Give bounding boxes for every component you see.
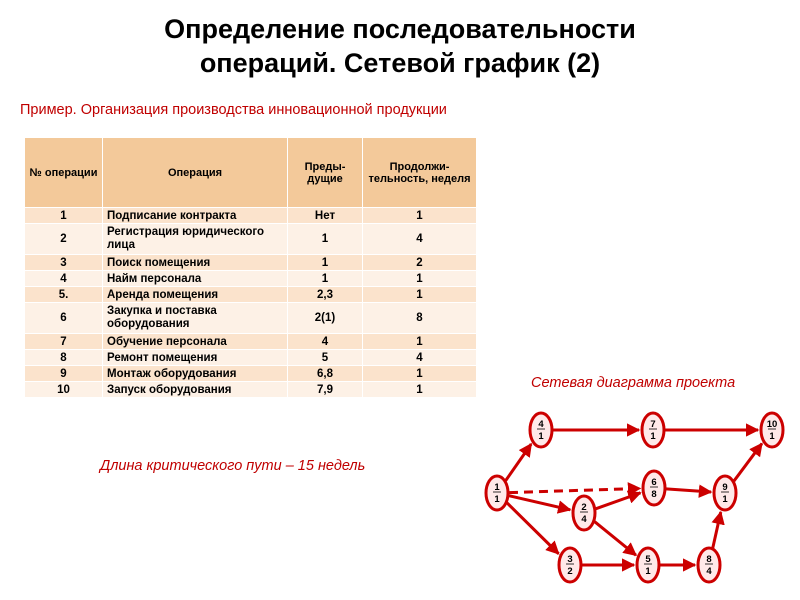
edge-1-2 — [509, 496, 570, 510]
title-line-2: операций. Сетевой график (2) — [199, 48, 601, 78]
diagram-caption: Сетевая диаграмма проекта — [531, 375, 736, 391]
cell-predecessors: 2,3 — [288, 287, 363, 303]
cell-predecessors: 7,9 — [288, 382, 363, 398]
critical-path-length: Длина критического пути – 15 недель — [100, 458, 366, 474]
cell-operation: Монтаж оборудования — [103, 366, 288, 382]
header-operation-number: № операции — [25, 138, 103, 208]
node-duration: 2 — [567, 566, 573, 577]
edge-1-3 — [507, 503, 559, 554]
cell-operation: Закупка и поставка оборудования — [103, 303, 288, 334]
node-event-number: 1 — [494, 482, 500, 493]
cell-predecessors: 1 — [288, 224, 363, 255]
node-5 — [637, 548, 659, 582]
cell-number: 3 — [25, 255, 103, 271]
cell-operation: Ремонт помещения — [103, 350, 288, 366]
cell-duration: 1 — [363, 287, 477, 303]
node-event-number: 5 — [645, 554, 651, 565]
cell-number: 4 — [25, 271, 103, 287]
title-line-1: Определение последовательности — [164, 14, 636, 44]
node-8 — [698, 548, 720, 582]
header-operation: Операция — [103, 138, 288, 208]
header-duration: Продолжи-тельность, неделя — [363, 138, 477, 208]
cell-duration: 2 — [363, 255, 477, 271]
cell-predecessors: 1 — [288, 271, 363, 287]
diagram-nodes — [486, 413, 783, 582]
cell-predecessors: 5 — [288, 350, 363, 366]
node-4 — [530, 413, 552, 447]
cell-number: 9 — [25, 366, 103, 382]
cell-number: 2 — [25, 224, 103, 255]
cell-number: 1 — [25, 208, 103, 224]
node-duration: 8 — [651, 489, 657, 500]
node-2 — [573, 496, 595, 530]
cell-operation: Аренда помещения — [103, 287, 288, 303]
edge-1-6-dummy — [509, 488, 640, 492]
cell-duration: 1 — [363, 366, 477, 382]
cell-predecessors: Нет — [288, 208, 363, 224]
cell-number: 7 — [25, 334, 103, 350]
cell-operation: Регистрация юридического лица — [103, 224, 288, 255]
node-event-number: 2 — [581, 502, 587, 513]
node-event-number: 3 — [567, 554, 573, 565]
node-event-number: 9 — [722, 482, 728, 493]
node-duration: 1 — [538, 431, 544, 442]
cell-predecessors: 2(1) — [288, 303, 363, 334]
edge-1-4 — [506, 444, 532, 481]
cell-operation: Запуск оборудования — [103, 382, 288, 398]
node-duration: 4 — [706, 566, 712, 577]
cell-number: 5. — [25, 287, 103, 303]
node-duration: 4 — [581, 514, 587, 525]
node-event-number: 10 — [766, 419, 778, 430]
cell-operation: Подписание контракта — [103, 208, 288, 224]
cell-operation: Найм персонала — [103, 271, 288, 287]
cell-predecessors: 4 — [288, 334, 363, 350]
node-duration: 1 — [494, 494, 500, 505]
edge-8-9 — [713, 512, 721, 548]
node-event-number: 4 — [538, 419, 544, 430]
node-3 — [559, 548, 581, 582]
node-duration: 1 — [722, 494, 728, 505]
header-predecessors: Преды-дущие — [288, 138, 363, 208]
cell-operation: Обучение персонала — [103, 334, 288, 350]
cell-number: 10 — [25, 382, 103, 398]
node-6 — [643, 471, 665, 505]
node-10 — [761, 413, 783, 447]
edge-2-6 — [596, 493, 641, 509]
cell-duration: 4 — [363, 350, 477, 366]
cell-number: 8 — [25, 350, 103, 366]
edge-2-5 — [595, 522, 636, 556]
edge-9-10 — [734, 444, 762, 482]
cell-operation: Поиск помещения — [103, 255, 288, 271]
cell-predecessors: 1 — [288, 255, 363, 271]
node-event-number: 8 — [706, 554, 712, 565]
example-subtitle: Пример. Организация производства инновационной продукции — [20, 102, 447, 118]
cell-number: 6 — [25, 303, 103, 334]
cell-duration: 1 — [363, 334, 477, 350]
node-duration: 1 — [645, 566, 651, 577]
cell-duration: 1 — [363, 271, 477, 287]
node-duration: 1 — [650, 431, 656, 442]
node-duration: 1 — [769, 431, 775, 442]
edge-6-9 — [666, 489, 711, 492]
node-1 — [486, 476, 508, 510]
node-event-number: 7 — [650, 419, 656, 430]
node-9 — [714, 476, 736, 510]
cell-duration: 1 — [363, 382, 477, 398]
cell-duration: 1 — [363, 208, 477, 224]
node-event-number: 6 — [651, 477, 657, 488]
cell-duration: 4 — [363, 224, 477, 255]
cell-predecessors: 6,8 — [288, 366, 363, 382]
node-7 — [642, 413, 664, 447]
cell-duration: 8 — [363, 303, 477, 334]
